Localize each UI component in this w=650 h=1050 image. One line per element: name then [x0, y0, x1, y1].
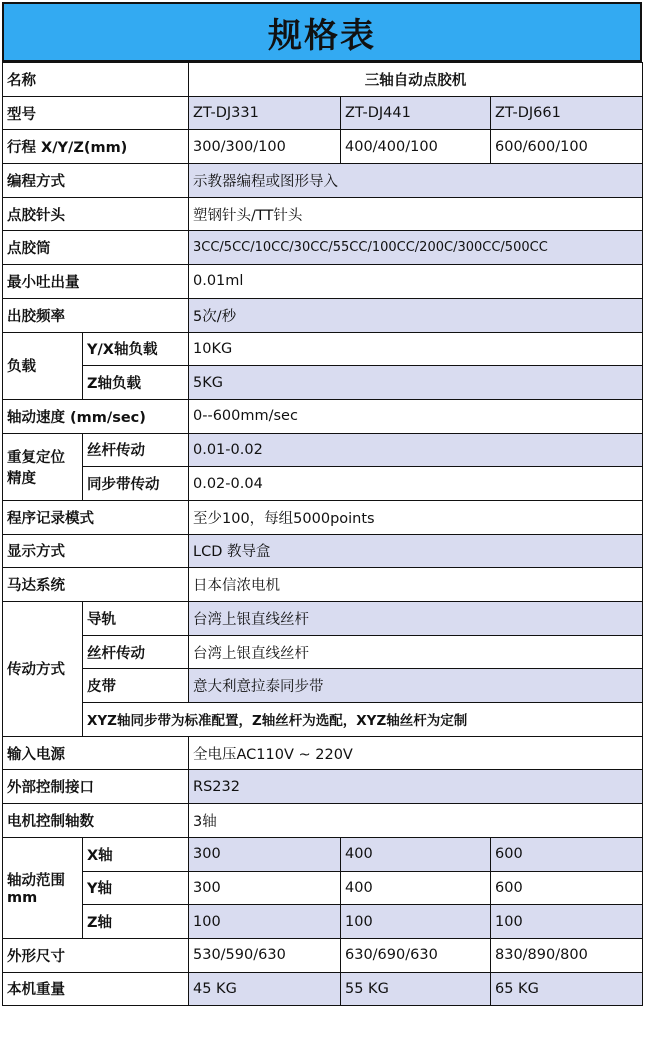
- page-title: 规格表: [268, 15, 376, 56]
- row-label: 编程方式: [3, 164, 189, 198]
- row-label: 名称: [3, 63, 189, 97]
- row-value: 0.01ml: [189, 265, 643, 299]
- sub-label: Y轴: [83, 871, 189, 905]
- table-row: [3, 905, 643, 939]
- cell-value: 600: [491, 871, 643, 905]
- row-label: 出胶频率: [3, 298, 189, 332]
- row-label: 本机重量: [3, 972, 189, 1006]
- row-value: 全电压AC110V ~ 220V: [189, 736, 643, 770]
- row-label: 型号: [3, 96, 189, 130]
- row-label: 点胶筒: [3, 231, 189, 265]
- row-value: 日本信浓电机: [189, 568, 643, 602]
- group-label: [3, 837, 83, 938]
- table-row: [3, 703, 643, 737]
- group-label: 负载: [3, 332, 83, 399]
- group-label-line: mm: [7, 890, 38, 907]
- cell-value: 45 KG: [189, 972, 341, 1006]
- sub-label: Y/X轴负载: [83, 332, 189, 366]
- table-row: [3, 130, 643, 164]
- cell-value: 55 KG: [341, 972, 491, 1006]
- table-row: [3, 467, 643, 501]
- row-value: 3CC/5CC/10CC/30CC/55CC/100CC/200C/300CC/500CC: [189, 231, 643, 265]
- table-row: [3, 804, 643, 838]
- sub-label: 同步带传动: [83, 467, 189, 501]
- row-value: 5KG: [189, 366, 643, 400]
- cell-value: 65 KG: [491, 972, 643, 1006]
- cell-value: 300: [189, 837, 341, 871]
- row-value: 10KG: [189, 332, 643, 366]
- sub-label: X轴: [83, 837, 189, 871]
- cell-value: 400: [341, 837, 491, 871]
- table-row: [3, 938, 643, 972]
- row-value: 0.01-0.02: [189, 433, 643, 467]
- group-label: 传动方式: [3, 602, 83, 737]
- row-value: 至少100，每组5000points: [189, 500, 643, 534]
- table-row: [3, 534, 643, 568]
- row-value: 三轴自动点胶机: [189, 63, 643, 97]
- sub-label: 导轨: [83, 602, 189, 636]
- sub-label: 丝杆传动: [83, 635, 189, 669]
- cell-value: 100: [189, 905, 341, 939]
- row-value: 台湾上银直线丝杆: [189, 602, 643, 636]
- table-row: [3, 231, 643, 265]
- table-row: [3, 568, 643, 602]
- row-value: RS232: [189, 770, 643, 804]
- cell-value: 630/690/630: [341, 938, 491, 972]
- row-label: 输入电源: [3, 736, 189, 770]
- sub-label: 丝杆传动: [83, 433, 189, 467]
- row-value: 示教器编程或图形导入: [189, 164, 643, 198]
- cell-value: ZT-DJ331: [189, 96, 341, 130]
- row-value: 塑钢针头/TT针头: [189, 197, 643, 231]
- table-row: [3, 332, 643, 366]
- table-row: [3, 602, 643, 636]
- table-row: [3, 669, 643, 703]
- table-row: [3, 736, 643, 770]
- table-row: [3, 972, 643, 1006]
- row-label: 点胶针头: [3, 197, 189, 231]
- sub-label: Z轴: [83, 905, 189, 939]
- table-row: [3, 164, 643, 198]
- cell-value: 830/890/800: [491, 938, 643, 972]
- spec-table: [2, 62, 643, 1006]
- row-value: 0--600mm/sec: [189, 399, 643, 433]
- sub-label: Z轴负载: [83, 366, 189, 400]
- cell-value: 300: [189, 871, 341, 905]
- sub-label: 皮带: [83, 669, 189, 703]
- row-label: 行程 X/Y/Z(mm): [3, 130, 189, 164]
- row-label: 马达系统: [3, 568, 189, 602]
- row-value: 3轴: [189, 804, 643, 838]
- cell-value: ZT-DJ441: [341, 96, 491, 130]
- row-label: 轴动速度 (mm/sec): [3, 399, 189, 433]
- cell-value: 100: [341, 905, 491, 939]
- cell-value: 530/590/630: [189, 938, 341, 972]
- table-row: [3, 366, 643, 400]
- table-row: [3, 298, 643, 332]
- table-row: [3, 500, 643, 534]
- spec-sheet: [2, 2, 642, 1006]
- row-value: 台湾上银直线丝杆: [189, 635, 643, 669]
- transmission-note: XYZ轴同步带为标准配置，Z轴丝杆为选配，XYZ轴丝杆为定制: [83, 703, 643, 737]
- cell-value: 300/300/100: [189, 130, 341, 164]
- table-row: [3, 635, 643, 669]
- cell-value: 600: [491, 837, 643, 871]
- cell-value: 600/600/100: [491, 130, 643, 164]
- title-bar: [2, 2, 642, 62]
- row-label: 程序记录模式: [3, 500, 189, 534]
- row-label: 显示方式: [3, 534, 189, 568]
- group-label-line: 轴动范围: [7, 873, 65, 890]
- row-label: 电机控制轴数: [3, 804, 189, 838]
- table-row: [3, 96, 643, 130]
- group-label-line: 精度: [7, 470, 36, 487]
- table-row: [3, 770, 643, 804]
- cell-value: 100: [491, 905, 643, 939]
- table-row: [3, 837, 643, 871]
- row-label: 外部控制接口: [3, 770, 189, 804]
- row-value: 5次/秒: [189, 298, 643, 332]
- cell-value: 400/400/100: [341, 130, 491, 164]
- table-row: [3, 197, 643, 231]
- table-row: [3, 871, 643, 905]
- table-row: [3, 433, 643, 467]
- group-label: [3, 433, 83, 500]
- table-row: [3, 63, 643, 97]
- row-label: 外形尺寸: [3, 938, 189, 972]
- group-label-line: 重复定位: [7, 449, 65, 466]
- cell-value: ZT-DJ661: [491, 96, 643, 130]
- row-label: 最小吐出量: [3, 265, 189, 299]
- row-value: 意大利意拉泰同步带: [189, 669, 643, 703]
- table-row: [3, 399, 643, 433]
- row-value: LCD 教导盒: [189, 534, 643, 568]
- row-value: 0.02-0.04: [189, 467, 643, 501]
- table-row: [3, 265, 643, 299]
- cell-value: 400: [341, 871, 491, 905]
